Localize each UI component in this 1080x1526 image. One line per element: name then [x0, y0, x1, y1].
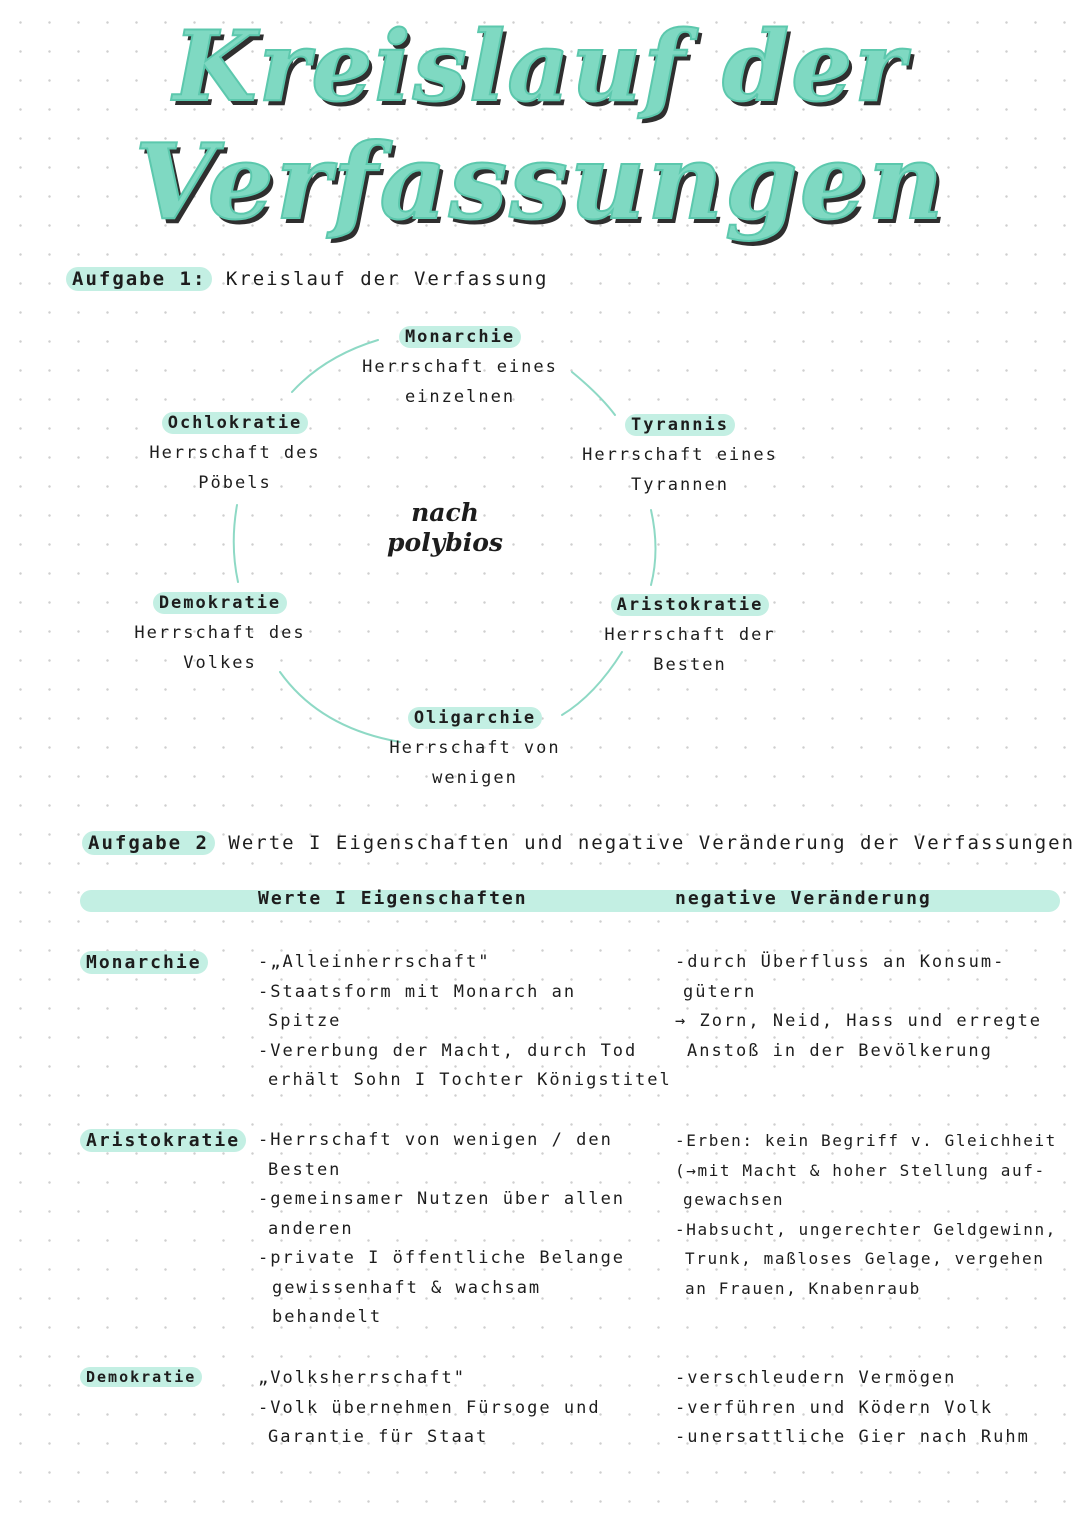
row-label-demokratie-text: Demokratie [80, 1367, 202, 1387]
table-header-negative: negative Veränderung [675, 888, 932, 909]
task-2-heading [82, 832, 1075, 854]
node-ochlokratie [125, 408, 345, 498]
value-line: -private I öffentliche Belange [258, 1248, 626, 1268]
node-oligarchie-desc-1: Herrschaft von [389, 738, 561, 758]
node-oligarchie-desc-2: wenigen [432, 768, 518, 788]
row-monarchie-negative [675, 948, 1042, 1066]
node-demokratie-name: Demokratie [153, 592, 287, 614]
row-monarchie-values [258, 948, 672, 1096]
value-line: -Herrschaft von wenigen / den [258, 1130, 613, 1150]
arc-tyrannis-aristokratie [651, 510, 656, 585]
row-aristokratie-values [258, 1126, 625, 1333]
negative-line: -verführen und Ködern Volk [675, 1397, 994, 1418]
arc-monarchie-tyrannis [572, 372, 615, 415]
value-line: -„Alleinherrschaft" [258, 952, 491, 972]
center-note [375, 498, 515, 558]
node-ochlokratie-desc-1: Herrschaft des [149, 443, 321, 463]
arc-demokratie-ochlokratie [234, 505, 238, 582]
node-oligarchie [370, 703, 580, 793]
node-ochlokratie-desc-2: Pöbels [198, 473, 272, 493]
node-monarchie-name: Monarchie [399, 326, 521, 348]
node-monarchie-desc-1: Herrschaft eines [362, 357, 558, 377]
negative-line: Anstoß in der Bevölkerung [687, 1040, 993, 1061]
negative-line: -Habsucht, ungerechter Geldgewinn, [675, 1219, 1057, 1239]
node-tyrannis [570, 410, 790, 500]
negative-line: -durch Überfluss an Konsum- [675, 952, 1006, 972]
page-title-line-1: Kreislauf der [173, 10, 907, 123]
negative-line: Trunk, maßloses Gelage, vergehen [685, 1249, 1045, 1268]
row-label-monarchie [80, 952, 208, 973]
value-line: gewissenhaft & wachsam [272, 1277, 542, 1298]
node-tyrannis-desc-2: Tyrannen [631, 475, 729, 495]
node-monarchie [345, 322, 575, 412]
value-line: „Volksherrschaft" [258, 1368, 466, 1388]
task-2-label: Aufgabe 2 [82, 831, 215, 855]
node-demokratie [110, 588, 330, 678]
node-ochlokratie-name: Ochlokratie [162, 412, 309, 434]
node-aristokratie [585, 590, 795, 680]
value-line: Spitze [268, 1011, 342, 1031]
row-label-monarchie-text: Monarchie [80, 951, 208, 974]
table-header-values: Werte I Eigenschaften [258, 888, 528, 909]
value-line: -Staatsform mit Monarch an [258, 981, 577, 1002]
node-demokratie-desc-2: Volkes [183, 653, 257, 673]
node-aristokratie-desc-1: Herrschaft der [604, 625, 776, 645]
row-demokratie-values [258, 1364, 601, 1453]
negative-line: → Zorn, Neid, Hass und erregte [675, 1011, 1043, 1031]
row-label-aristokratie [80, 1130, 246, 1151]
value-line: anderen [268, 1218, 354, 1239]
value-line: erhält Sohn I Tochter Königstitel [268, 1070, 672, 1090]
row-label-aristokratie-text: Aristokratie [80, 1129, 246, 1152]
negative-line: gütern [683, 981, 757, 1002]
center-note-line-2: polybios [387, 528, 503, 557]
row-aristokratie-negative [675, 1126, 1057, 1303]
node-demokratie-desc-1: Herrschaft des [134, 623, 306, 643]
negative-line: -verschleudern Vermögen [675, 1368, 957, 1388]
page-title-line-2: Verfassungen [134, 120, 946, 243]
value-line: -Volk übernehmen Fürsoge und [258, 1397, 601, 1418]
negative-line: (→mit Macht & hoher Stellung auf- [675, 1160, 1046, 1180]
row-label-demokratie [80, 1368, 202, 1386]
node-oligarchie-name: Oligarchie [408, 707, 542, 729]
node-tyrannis-desc-1: Herrschaft eines [582, 445, 778, 465]
negative-line: an Frauen, Knabenraub [685, 1278, 921, 1298]
task-1-text: Kreislauf der Verfassung [225, 268, 549, 290]
value-line: -Vererbung der Macht, durch Tod [258, 1040, 638, 1061]
value-line: -gemeinsamer Nutzen über allen [258, 1189, 626, 1209]
negative-line: -unersattliche Gier nach Ruhm [675, 1427, 1030, 1447]
node-tyrannis-name: Tyrannis [625, 414, 735, 436]
row-demokratie-negative [675, 1364, 1030, 1453]
node-monarchie-desc-2: einzelnen [404, 387, 516, 407]
node-aristokratie-name: Aristokratie [611, 594, 770, 616]
task-2-text: Werte I Eigenschaften und negative Veränderung der Verfassungen [228, 832, 1076, 854]
value-line: Garantie für Staat [268, 1427, 489, 1447]
center-note-line-1: nach [411, 498, 479, 527]
negative-line: -Erben: kein Begriff v. Gleichheit [675, 1131, 1057, 1150]
task-1-label: Aufgabe 1: [66, 267, 212, 291]
value-line: Besten [268, 1159, 342, 1180]
node-aristokratie-desc-2: Besten [653, 655, 727, 675]
negative-line: gewachsen [683, 1190, 785, 1209]
value-line: behandelt [272, 1307, 383, 1327]
